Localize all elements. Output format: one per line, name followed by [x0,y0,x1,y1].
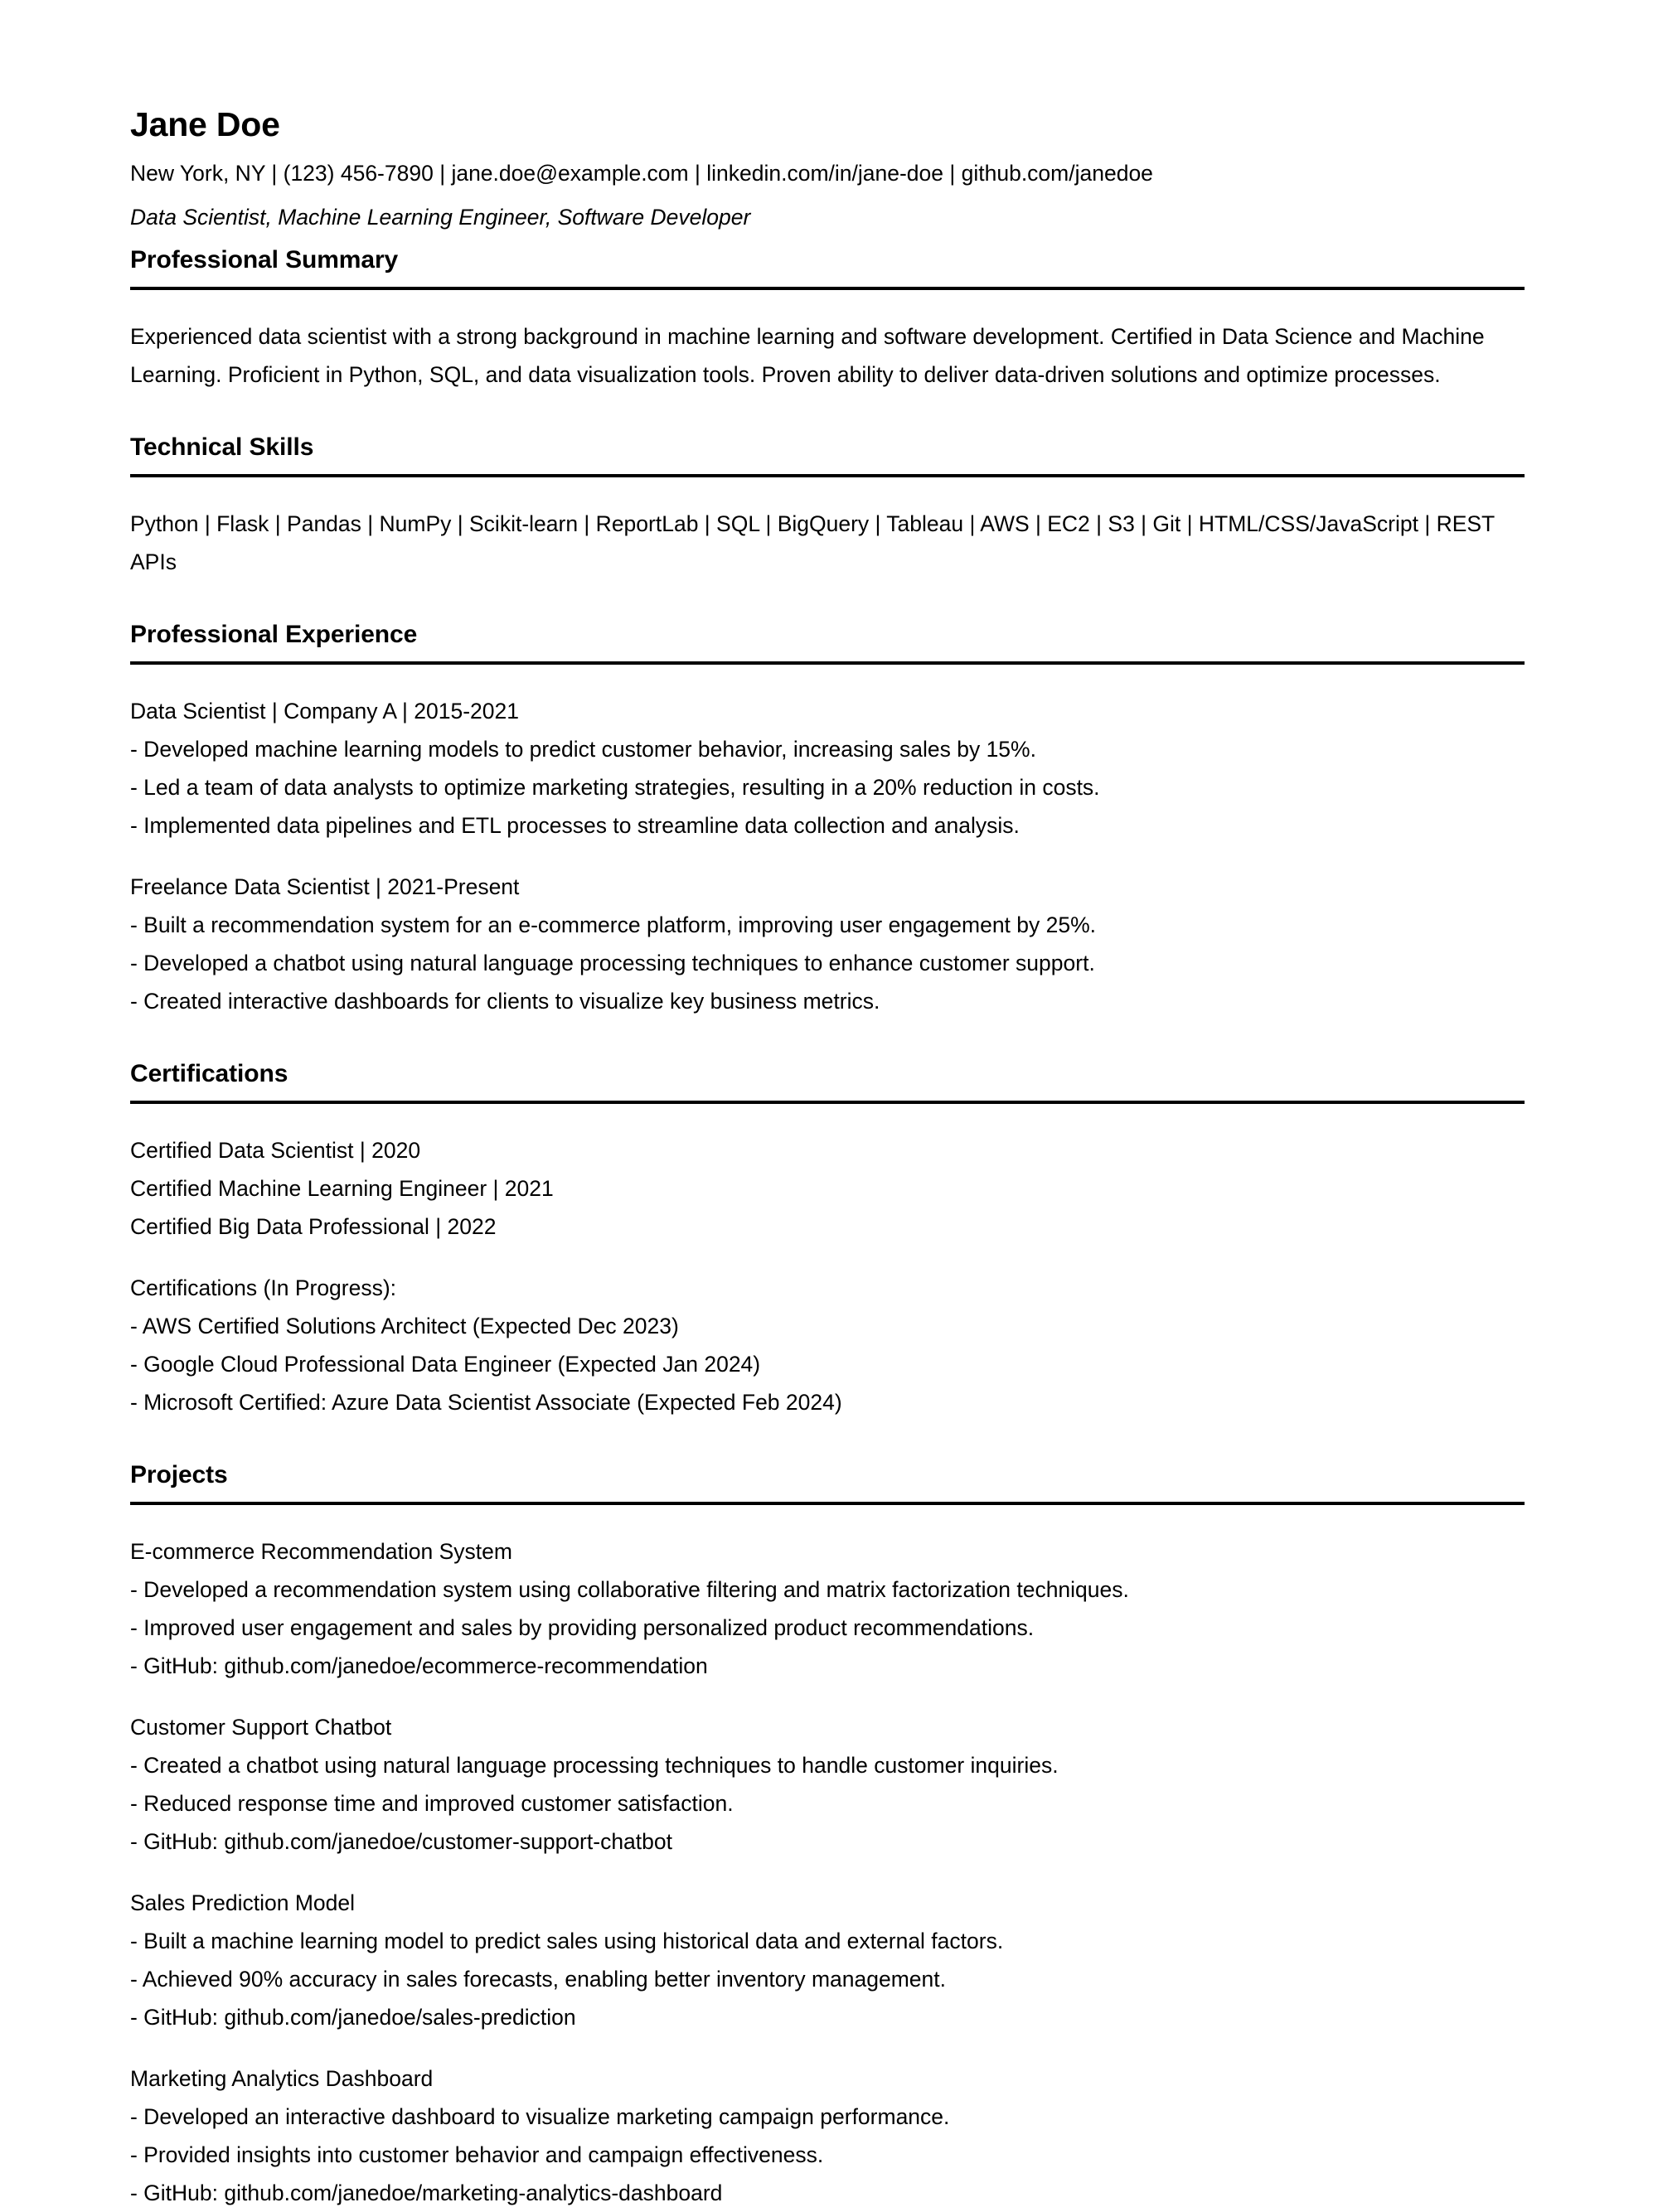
resume-content [130,105,1525,2212]
candidate-tagline: Data Scientist, Machine Learning Engineer, Software Developer [130,204,751,230]
section-heading-certifications: Certifications [130,1060,288,1087]
project-github-link: - GitHub: github.com/janedoe/customer-support-chatbot [130,1829,672,1854]
section-divider-skills [130,474,1525,477]
section-divider-summary [130,287,1525,290]
project-bullet: - Reduced response time and improved customer satisfaction. [130,1791,734,1816]
spacer-after-summary [130,394,1525,435]
section-divider-certifications [130,1101,1525,1104]
spacer-after-skills [130,581,1525,622]
section-divider-projects [130,1502,1525,1505]
project-bullet: - Developed an interactive dashboard to visualize marketing campaign performance. [130,2104,950,2129]
section-professional-experience [130,622,1525,1020]
section-technical-skills [130,435,1525,581]
experience-bullet: - Implemented data pipelines and ETL processes to streamline data collection and analysis. [130,813,1020,838]
certification-in-progress-item: - Google Cloud Professional Data Engineer (Expected Jan 2024) [130,1352,761,1377]
certification-item: Certified Machine Learning Engineer | 2021 [130,1176,554,1201]
project-github-link: - GitHub: github.com/janedoe/marketing-analytics-dashboard [130,2181,723,2205]
experience-bullet: - Created interactive dashboards for clients to visualize key business metrics. [130,989,880,1014]
certifications-in-progress-label: Certifications (In Progress): [130,1275,397,1300]
project-title: Marketing Analytics Dashboard [130,2066,434,2091]
project-github-link: - GitHub: github.com/janedoe/sales-prediction [130,2005,576,2030]
project-entry [130,1532,1525,1685]
project-entry [130,2060,1525,2212]
project-bullet: - Improved user engagement and sales by providing personalized product recommendations. [130,1615,1035,1640]
skills-text: Python | Flask | Pandas | NumPy | Scikit-learn | ReportLab | SQL | BigQuery | Tableau | AWS | EC2 | S3 | Git | HTML/CSS/JavaScript | REST APIs [130,511,1495,574]
section-divider-experience [130,661,1525,665]
project-title: E-commerce Recommendation System [130,1539,512,1564]
project-title: Customer Support Chatbot [130,1715,392,1740]
certification-item: Certified Big Data Professional | 2022 [130,1214,497,1239]
spacer-after-experience [130,1020,1525,1062]
section-heading-summary: Professional Summary [130,246,399,273]
project-bullet: - Developed a recommendation system using collaborative filtering and matrix factorization techniques. [130,1577,1129,1602]
certifications-body [130,1131,1525,1421]
projects-body [130,1532,1525,2212]
project-entry [130,1884,1525,2036]
experience-body [130,692,1525,1020]
resume-header [130,105,1525,230]
contact-line: New York, NY | (123) 456-7890 | jane.doe@example.com | linkedin.com/in/jane-doe | github.com/janedoe [130,161,1153,186]
certification-in-progress-item: - Microsoft Certified: Azure Data Scientist Associate (Expected Feb 2024) [130,1390,842,1415]
experience-bullet: - Developed a chatbot using natural language processing techniques to enhance customer support. [130,951,1095,975]
certification-item: Certified Data Scientist | 2020 [130,1138,421,1163]
project-bullet: - Built a machine learning model to predict sales using historical data and external factors. [130,1929,1004,1953]
experience-bullet: - Led a team of data analysts to optimize marketing strategies, resulting in a 20% reduction in costs. [130,775,1100,800]
experience-entry [130,692,1525,845]
summary-text: Experienced data scientist with a strong background in machine learning and software development. Certified in Data Science and Machine Learning. Proficient in Python, SQL, and data visualization tools. Proven ability to deliver data-driven solutions and optimize processes. [130,324,1485,387]
skills-body [130,505,1525,581]
certifications-in-progress-list [130,1269,1525,1421]
project-github-link: - GitHub: github.com/janedoe/ecommerce-recommendation [130,1653,708,1678]
section-certifications [130,1062,1525,1421]
experience-entry-title: Freelance Data Scientist | 2021-Present [130,874,520,899]
experience-bullet: - Developed machine learning models to predict customer behavior, increasing sales by 15%. [130,737,1036,762]
section-professional-summary [130,248,1525,394]
certifications-completed-list [130,1131,1525,1246]
project-bullet: - Achieved 90% accuracy in sales forecasts, enabling better inventory management. [130,1967,946,1992]
project-title: Sales Prediction Model [130,1890,356,1915]
project-bullet: - Provided insights into customer behavior and campaign effectiveness. [130,2142,824,2167]
certification-in-progress-item: - AWS Certified Solutions Architect (Expected Dec 2023) [130,1314,679,1338]
experience-entry [130,868,1525,1020]
experience-entry-title: Data Scientist | Company A | 2015-2021 [130,699,519,724]
section-heading-experience: Professional Experience [130,621,418,648]
project-bullet: - Created a chatbot using natural language processing techniques to handle customer inquiries. [130,1753,1059,1778]
experience-bullet: - Built a recommendation system for an e-commerce platform, improving user engagement by 25%. [130,912,1097,937]
section-heading-skills: Technical Skills [130,433,314,461]
project-entry [130,1708,1525,1861]
summary-body [130,317,1525,394]
candidate-name: Jane Doe [130,105,280,143]
spacer-after-certifications [130,1421,1525,1463]
section-heading-projects: Projects [130,1461,228,1488]
section-projects [130,1463,1525,2212]
